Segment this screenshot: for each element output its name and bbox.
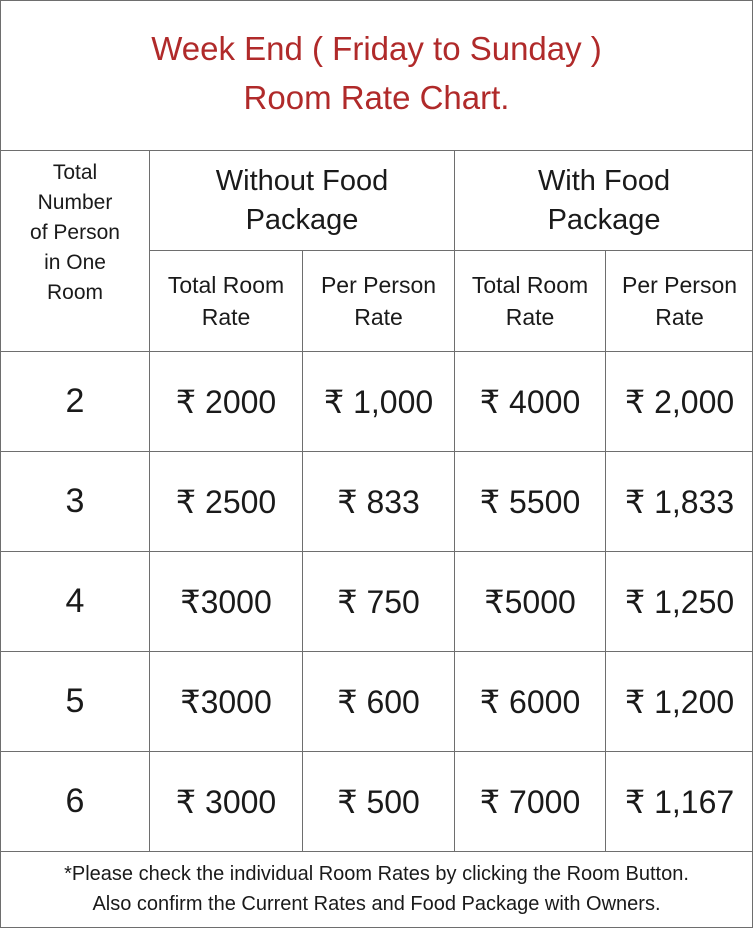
persons-header-line: of Person (30, 221, 120, 244)
food-per-person-header (606, 251, 753, 352)
group-header-line: With Food (537, 164, 671, 197)
food-total-cell: ₹ 7000 (455, 752, 606, 852)
page-title (1, 1, 752, 150)
no-food-per-person-cell: ₹ 750 (303, 552, 455, 652)
no-food-per-person-cell: ₹ 833 (303, 452, 455, 552)
persons-column-header (1, 151, 150, 352)
food-per-person-cell: ₹ 2,000 (606, 352, 753, 452)
persons-header-line: Total (52, 161, 98, 184)
persons-count-cell: 6 (1, 752, 150, 852)
with-food-group-header (455, 151, 753, 251)
no-food-per-person-cell: ₹ 500 (303, 752, 455, 852)
sub-header-line: Rate (201, 304, 251, 330)
sub-header-line: Rate (354, 304, 403, 330)
no-food-total-cell: ₹3000 (150, 552, 303, 652)
food-per-person-cell: ₹ 1,833 (606, 452, 753, 552)
title-line-1: Week End ( Friday to Sunday ) (151, 29, 602, 67)
food-total-cell: ₹ 4000 (455, 352, 606, 452)
sub-header-line: Total Room (167, 272, 285, 298)
room-rate-table (0, 150, 753, 852)
persons-header-line: Number (37, 191, 113, 214)
no-food-total-cell: ₹ 2000 (150, 352, 303, 452)
no-food-per-person-cell: ₹ 1,000 (303, 352, 455, 452)
sub-header-line: Total Room (471, 272, 589, 298)
persons-count-cell: 3 (1, 452, 150, 552)
footer-line-2: Also confirm the Current Rates and Food Package with Owners. (92, 893, 661, 915)
table-row (1, 752, 753, 852)
table-row (1, 552, 753, 652)
food-per-person-cell: ₹ 1,167 (606, 752, 753, 852)
table-row (1, 652, 753, 752)
group-header-line: Without Food (215, 164, 389, 197)
food-total-cell: ₹ 6000 (455, 652, 606, 752)
footer-line-1: *Please check the individual Room Rates by clicking the Room Button. (64, 863, 689, 885)
no-food-total-cell: ₹ 3000 (150, 752, 303, 852)
sub-header-line: Rate (505, 304, 555, 330)
group-header-line: Package (547, 203, 661, 236)
persons-count-cell: 2 (1, 352, 150, 452)
group-header-row (1, 151, 753, 251)
no-food-per-person-header (303, 251, 455, 352)
sub-header-line: Rate (655, 304, 704, 330)
no-food-total-cell: ₹3000 (150, 652, 303, 752)
no-food-total-cell: ₹ 2500 (150, 452, 303, 552)
food-total-cell: ₹ 5500 (455, 452, 606, 552)
persons-count-cell: 4 (1, 552, 150, 652)
food-total-rate-header (455, 251, 606, 352)
without-food-group-header (150, 151, 455, 251)
food-per-person-cell: ₹ 1,200 (606, 652, 753, 752)
title-line-2: Room Rate Chart. (243, 78, 510, 116)
footer-note (1, 851, 752, 927)
persons-header-line: in One (44, 251, 106, 274)
persons-header-line: Room (46, 281, 104, 304)
table-row (1, 452, 753, 552)
no-food-per-person-cell: ₹ 600 (303, 652, 455, 752)
sub-header-line: Per Person (621, 272, 738, 298)
persons-count-cell: 5 (1, 652, 150, 752)
food-per-person-cell: ₹ 1,250 (606, 552, 753, 652)
group-header-line: Package (245, 203, 359, 236)
sub-header-line: Per Person (320, 272, 437, 298)
table-row (1, 352, 753, 452)
no-food-total-rate-header (150, 251, 303, 352)
food-total-cell: ₹5000 (455, 552, 606, 652)
